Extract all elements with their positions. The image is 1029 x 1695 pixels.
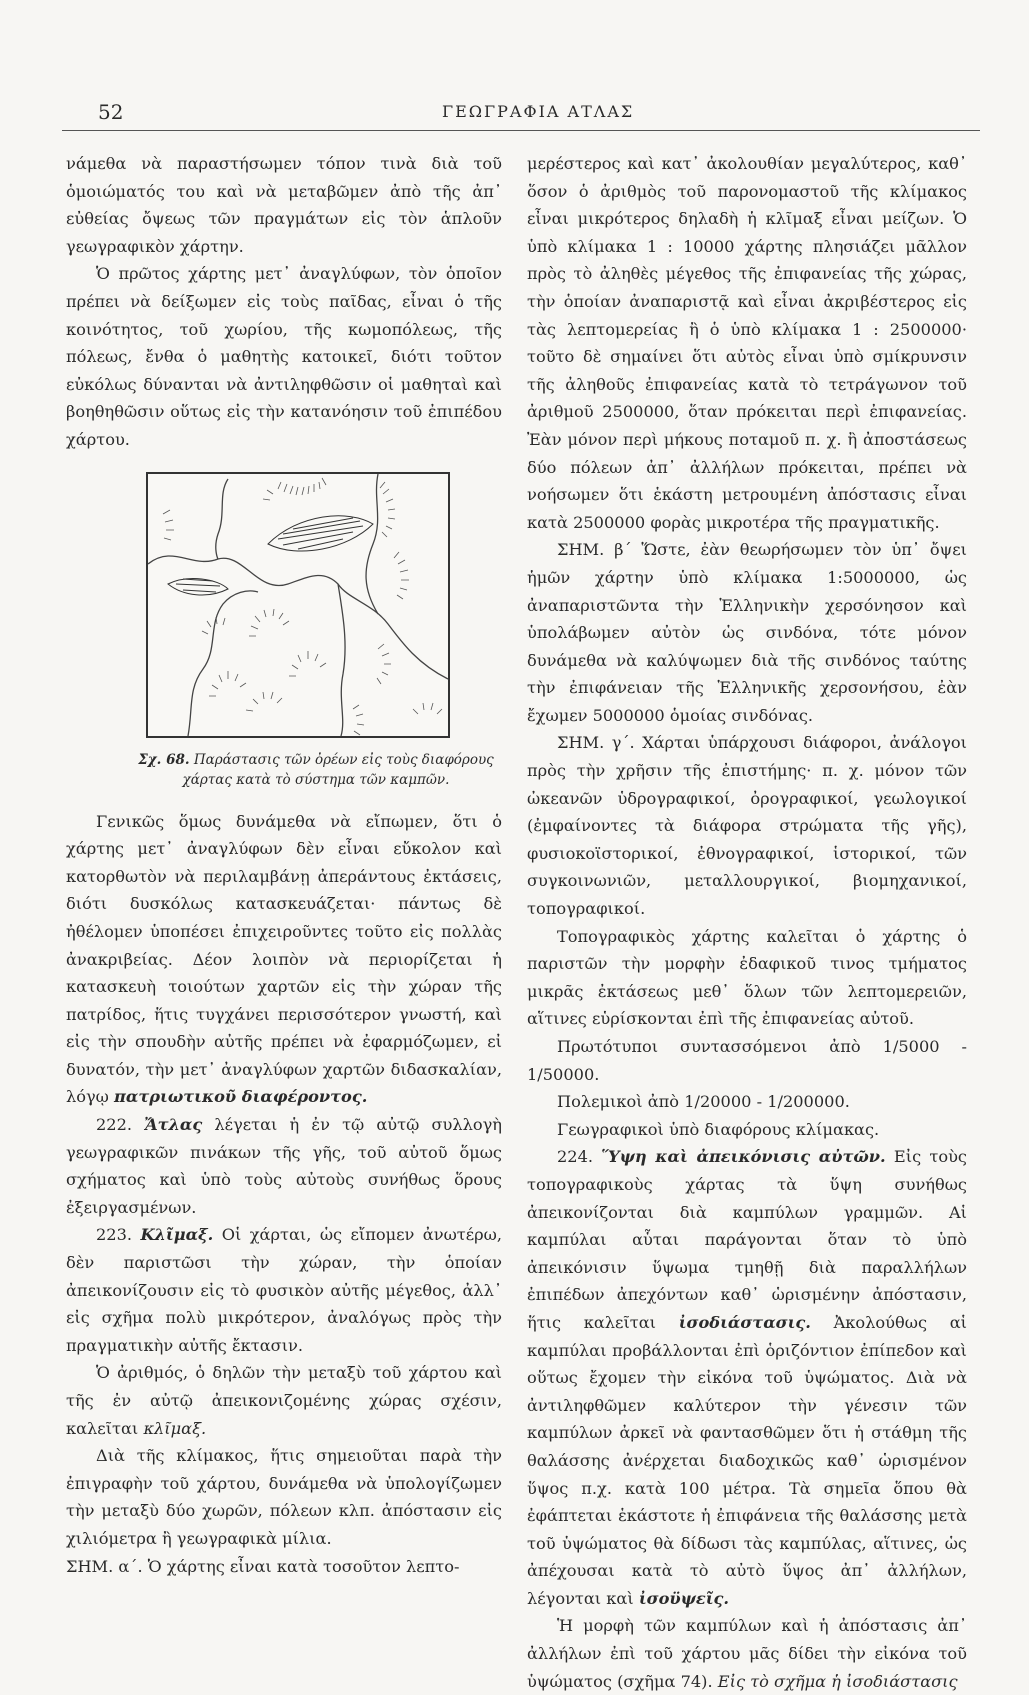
running-title: ΓΕΩΓΡΑΦΙΑ ΑΤΛΑΣ: [442, 102, 635, 121]
paragraph: ΣΗΜ. α΄. Ὁ χάρτης εἶναι κατὰ τοσοῦτον λεπτο-: [66, 1556, 460, 1576]
paragraph: Ὁ πρῶτος χάρτης μετ᾽ ἀναγλύφων, τὸν ὁποῖον πρέπει νὰ δείξωμεν εἰς τοὺς παῖδας, εἶναι ὁ τῆς κοινότητος, τοῦ χωρίου, τῆς κωμοπόλεως, τῆς πόλεως, ἔνθα ὁ μαθητὴς κατοικεῖ, διότι τοῦτον εὐκόλως δύνανται νὰ ἀντιληφθῶσιν οἱ μαθηταὶ καὶ βοηθηθῶσιν οὕτως εἰς τὴν κατανόησιν τοῦ ἐπιπέδου χάρτου.: [66, 264, 502, 449]
paragraph: Διὰ τῆς κλίμακος, ἥτις σημειοῦται παρὰ τὴν ἐπιγραφὴν τοῦ χάρτου, δυνάμεθα νὰ ὑπολογίζωμεν τὴν μεταξὺ δύο χωρῶν, πόλεων κλπ. ἀπόστασιν εἰς χιλιόμετρα ἢ γεωγραφικὰ μίλια.: [66, 1446, 502, 1548]
paragraph: Ἡ μορφὴ τῶν καμπύλων καὶ ἡ ἀπόστασις ἀπ᾽ ἀλλήλων ἐπὶ τοῦ χάρτου μᾶς δίδει τὴν εἰκόνα τοῦ ὑψώματος (σχῆμα 74). Εἰς τὸ σχῆμα ἡ ἰσοδιάστασις: [527, 1616, 967, 1691]
left-column: [66, 150, 502, 1580]
figure-label: Σχ. 68.: [138, 751, 190, 768]
relief-map-illustration: [148, 474, 448, 736]
list-item: Πρωτότυποι συντασσόμενοι ἀπὸ 1/5000 - 1/50000.: [527, 1037, 967, 1084]
paragraph: 222. Ἄτλας λέγεται ἡ ἐν τῷ αὐτῷ συλλογὴ γεωγραφικῶν πινάκων τῆς γῆς, τοῦ αὐτοῦ ὅμως σχήματος καὶ ὑπὸ τοὺς αὐτοὺς συνήθως ὅρους ἐξειργασμένων.: [66, 1115, 502, 1217]
river-line: [366, 474, 378, 614]
paragraph: 223. Κλῖμαξ. Οἱ χάρται, ὡς εἴπομεν ἀνωτέρω, δὲν παριστῶσι τὴν χώραν, τὴν ὁποίαν ἀπεικονίζουσιν εἰς τὸ φυσικὸν αὐτῆς μέγεθος, ἀλλ᾽ εἰς σχῆμα πολὺ μικρότερον, ἀναλόγως πρὸς τὴν πραγματικὴν αὐτῆς ἔκτασιν.: [66, 1225, 502, 1355]
mountain-relief-figure: [146, 472, 450, 738]
caption-text: Παράστασις τῶν ὀρέων εἰς τοὺς διαφόρους χάρτας κατὰ τὸ σύστημα τῶν καμπῶν.: [182, 751, 494, 788]
paragraph: Ὁ ἀριθμός, ὁ δηλῶν τὴν μεταξὺ τοῦ χάρτου καὶ τῆς ἐν αὐτῷ ἀπεικονιζομένης χώρας σχέσιν, καλεῖται κλῖμαξ.: [66, 1363, 502, 1438]
river-line: [338, 584, 345, 736]
river-line: [148, 556, 448, 679]
list-item: Πολεμικοὶ ἀπὸ 1/20000 - 1/200000.: [557, 1092, 850, 1112]
list-item: Γεωγραφικοὶ ὑπὸ διαφόρους κλίμακας.: [557, 1119, 880, 1139]
paragraph: Γενικῶς ὅμως δυνάμεθα νὰ εἴπωμεν, ὅτι ὁ χάρτης μετ᾽ ἀναγλύφων δὲν εἶναι εὔκολον καὶ κατορθωτὸν νὰ περιλαμβάνῃ ἀπεράντους ἐκτάσεις, διότι δυσκόλως κατασκευάζεται· πάντως δὲ ἠθέλομεν ὑποπέσει ἐπιχειροῦντες τοῦτο εἰς πολλὰς ἀνακριβείας. Δέον λοιπὸν νὰ περιορίζεται ἡ κατασκευὴ τοιούτων χαρτῶν εἰς τὴν χώραν τῆς πατρίδος, ἥτις τυγχάνει περισσότερον γνωστή, καὶ εἰς τὴν σπουδὴν αὐτῆς πρέπει νὰ ἐφαρμόζωμεν, εἰ δυνατόν, τὴν μετ᾽ ἀναγλύφων χαρτῶν διδασκαλίαν, λόγῳ πατριωτικοῦ διαφέροντος.: [66, 811, 502, 1107]
paragraph: μερέστερος καὶ κατ᾽ ἀκολουθίαν μεγαλύτερος, καθ᾽ ὅσον ὁ ἀριθμὸς τοῦ παρονομαστοῦ τῆς κλίμακος εἶναι μικρότερος δηλαδὴ ἡ κλῖμαξ εἶναι μείζων. Ὁ ὑπὸ κλίμακα 1 : 10000 χάρτης πλησιάζει μᾶλλον πρὸς τὸ ἀληθὲς μέγεθος τῆς ἐπιφανείας τῆς χώρας, τὴν ὁποίαν ἀναπαριστᾷ καὶ εἶναι ἀκριβέστερος εἰς τὰς λεπτομερείας ἢ ὁ ὑπὸ κλίμακα 1 : 2500000· τοῦτο δὲ σημαίνει ὅτι αὐτὸς εἶναι ὑπὸ σμίκρυνσιν τῆς ἀληθοῦς ἐπιφανείας κατὰ τὸ τετράγωνον τοῦ ἀριθμοῦ 2500000, ὅταν πρόκειται περὶ ἐπιφανείας. Ἐὰν μόνον περὶ μήκους ποταμοῦ π. χ. ἢ ἀποστάσεως δύο πόλεων ἀπ᾽ ἀλλήλων πρόκειται, πρέπει νὰ νοήσωμεν ὅτι ἑκάστη μετρουμένη ἀπόστασις εἶναι κατὰ 2500000 φορὰς μικροτέρα τῆς πραγματικῆς.: [527, 154, 967, 532]
river-line: [188, 590, 258, 735]
paragraph: ΣΗΜ. β΄ Ὥστε, ἐὰν θεωρήσωμεν τὸν ὑπ᾽ ὄψει ἡμῶν χάρτην ὑπὸ κλίμακα 1:5000000, ὡς ἀναπαριστῶντα τὴν Ἑλληνικὴν χερσόνησον καὶ ὑπολάβωμεν αὐτὸν ὡς σινδόνα, τότε μόνον δυνάμεθα νὰ καλύψωμεν διὰ τῆς σινδόνος ταύτης τὴν ἐπιφάνειαν τῆς Ἑλληνικῆς χερσονήσου, ἐὰν ἔχωμεν 5000000 ὁμοίας σινδόνας.: [527, 540, 967, 725]
page-number: 52: [98, 100, 124, 124]
figure-caption: [136, 750, 496, 790]
right-column: [527, 150, 967, 1695]
river-line: [216, 479, 228, 559]
paragraph: ΣΗΜ. γ΄. Χάρται ὑπάρχουσι διάφοροι, ἀνάλογοι πρὸς τὴν χρῆσιν τῆς ἐπιστήμης· π. χ. μόνον τῶν ὠκεανῶν ὑδρογραφικοί, ὀρογραφικοί, γεωλογικοί (ἐμφαίνοντες τὰ διάφορα στρώματα τῆς γῆς), φυσιοκοϊστορικοί, ἐθνογραφικοί, ἱστορικοί, τῶν συγκοινωνιῶν, μεταλλουργικοί, βιομηχανικοί, τοπογραφικοί.: [527, 733, 967, 919]
paragraph: 224. Ὕψη καὶ ἀπεικόνισις αὐτῶν. Εἰς τοὺς τοπογραφικοὺς χάρτας τὰ ὕψη συνήθως ἀπεικονίζονται διὰ καμπύλων γραμμῶν. Αἱ καμπύλαι αὗται παράγονται ὅταν τὸ ὑπὸ ἀπεικόνισιν ὕψωμα τμηθῇ διὰ παραλλήλων ἐπιπέδων ἀπεχόντων καθ᾽ ὡρισμένην ἀπόστασιν, ἥτις καλεῖται ἰσοδιάστασις. Ἀκολούθως αἱ καμπύλαι προβάλλονται ἐπὶ ὁριζόντιον ἐπίπεδον καὶ οὕτως ἔχομεν τὴν εἰκόνα τοῦ ὑψώματος. Διὰ νὰ ἀντιληφθῶμεν καλύτερον τὴν γένεσιν τῶν καμπύλων ἀρκεῖ νὰ φαντασθῶμεν ὅτι ἡ στάθμη τῆς θαλάσσης ἀνέρχεται διαδοχικῶς καθ᾽ ὡρισμένον ὕψος π.χ. κατὰ 100 μέτρα. Τὰ σημεῖα ὅπου θὰ ἐφάπτεται ἑκάστοτε ἡ ἐπιφάνεια τῆς θαλάσσης μετὰ τοῦ ὑψώματος θὰ δίδωσι τὰς καμπύλας, αἵτινες, ὡς ἀπέχουσαι κατὰ τὸ αὐτὸ ὕψος ἀπ᾽ ἀλλήλων, λέγονται καὶ ἰσοϋψεῖς.: [527, 1147, 967, 1608]
paragraph: νάμεθα νὰ παραστήσωμεν τόπον τινὰ διὰ τοῦ ὁμοιώματός του καὶ νὰ μεταβῶμεν ἀπὸ τῆς ἀπ᾽ εὐθείας ὄψεως τῶν πραγμάτων εἰς τὸν ἁπλοῦν γεωγραφικὸν χάρτην.: [66, 154, 502, 256]
page-header: [62, 100, 962, 128]
paragraph: Τοπογραφικὸς χάρτης καλεῖται ὁ χάρτης ὁ παριστῶν τὴν μορφὴν ἐδαφικοῦ τινος τμήματος μικρᾶς ἐκτάσεως μεθ᾽ ὅλων τῶν λεπτομερειῶν, αἵτινες εὑρίσκονται ἐπὶ τῆς ἐπιφανείας αὐτοῦ.: [527, 926, 967, 1029]
header-rule: [62, 130, 980, 131]
